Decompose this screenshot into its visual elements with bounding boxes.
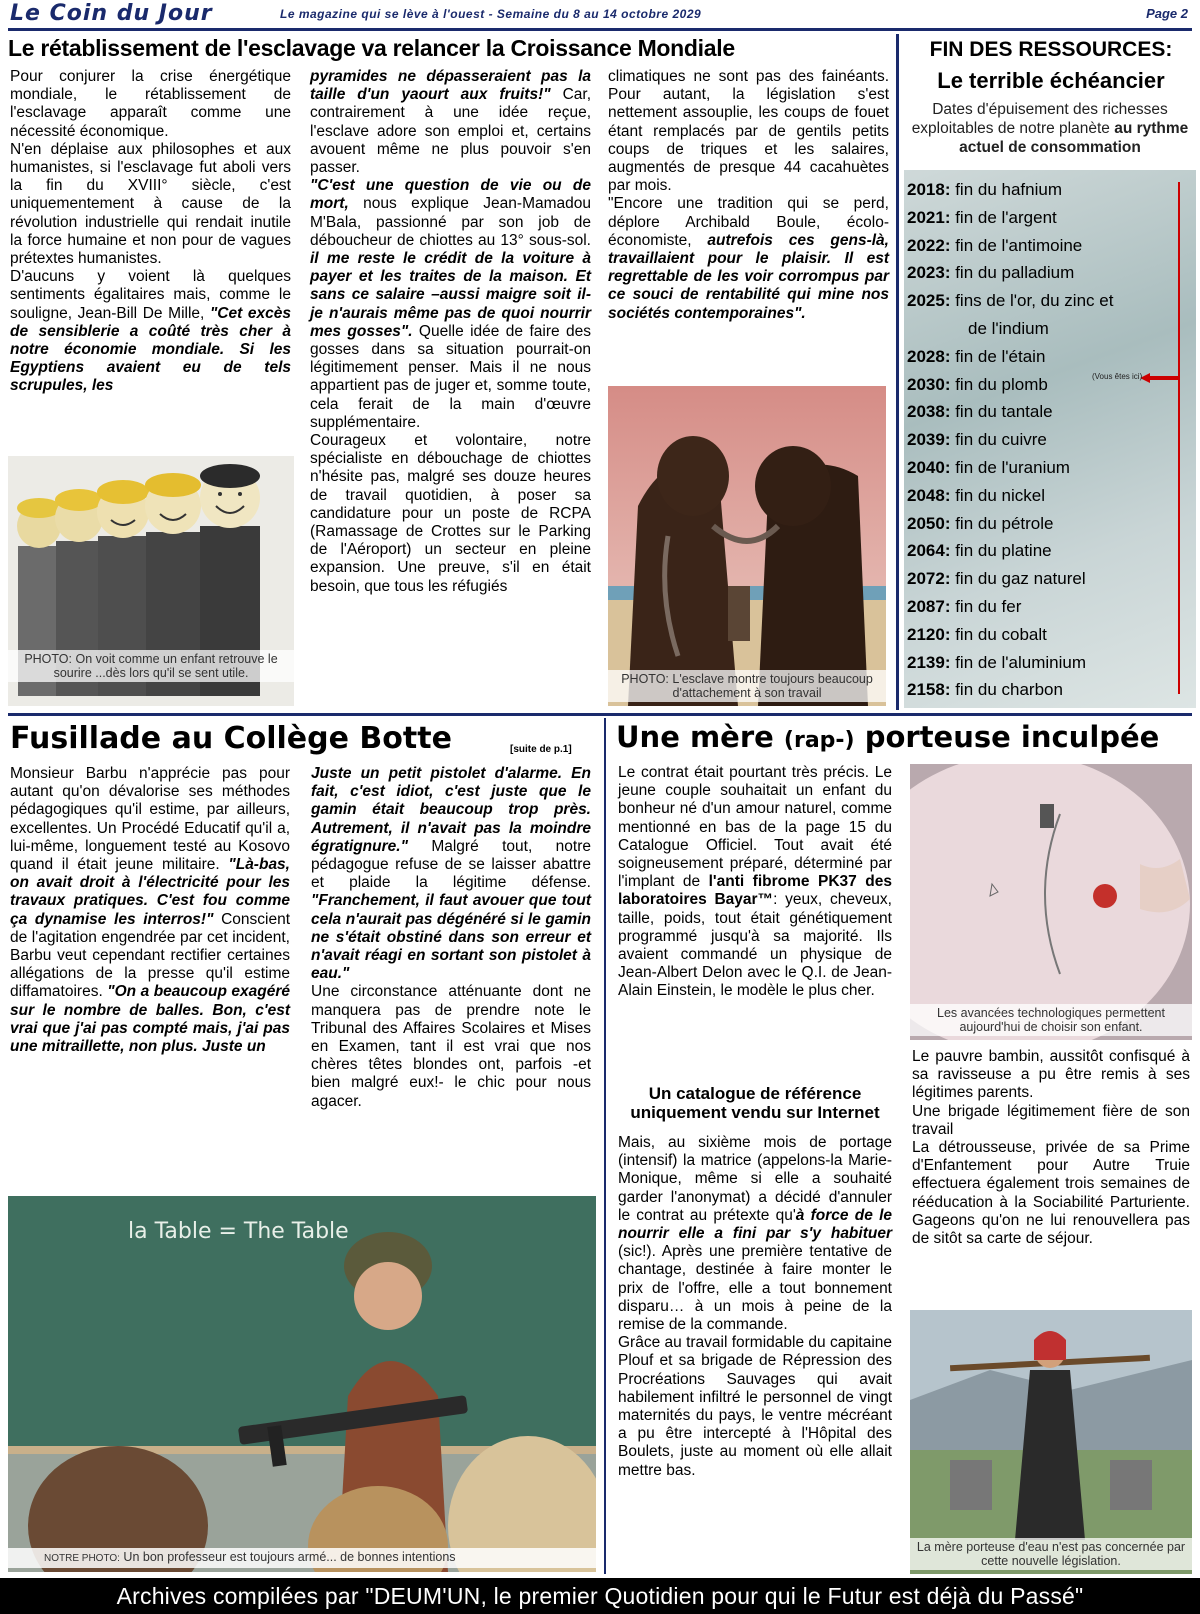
resource-text: fin du pétrole xyxy=(950,513,1054,533)
resource-year: 2064: xyxy=(907,541,951,561)
resource-item xyxy=(907,259,1074,287)
resource-text: fin du nickel xyxy=(950,485,1045,505)
you-are-here-arrow xyxy=(1140,370,1178,380)
photo-water-caption: La mère porteuse d'eau n'est pas concernée par cette nouvelle législation. xyxy=(910,1538,1192,1570)
resource-item xyxy=(907,426,1047,454)
resource-text: fin de l'étain xyxy=(950,346,1046,366)
article3-headline xyxy=(616,722,1159,754)
resource-text: fin du palladium xyxy=(950,263,1075,283)
article3-subhead: Un catalogue de référence uniquement vendu sur Internet xyxy=(630,1084,880,1122)
photo-teacher-caption xyxy=(8,1548,596,1568)
resource-year: 2022: xyxy=(907,235,951,255)
photo-teacher-caption-text: Un bon professeur est toujours armé... de bonnes intentions xyxy=(119,1550,456,1564)
resource-year: 2120: xyxy=(907,624,951,644)
resource-text: de l'indium xyxy=(968,319,1049,338)
masthead-rule xyxy=(8,28,1192,31)
page-number: Page 2 xyxy=(1146,6,1188,21)
article1-col1: Pour conjurer la crise énergétique mondiale, le rétablissement de l'esclavage apparaît comme une nécessité économique. N'en déplaise aux philosophes et aux humanistes, si l'esclavage fut aboli vers la fin du XVIII° siècle, c'est uniquementement à cause de la révolution industrielle qui rendait inutile la force humaine et non pour de vagues prétextes humanistes. D'aucuns y voient là quelques sentiments égalitaires mais, comme le souligne, Jean-Bill De Mille, "Cet excès de sensiblerie a coûté très cher à notre économie mondiale. Si les Egyptiens avaient eu de tels scrupules, les xyxy=(10,68,291,395)
belly-illustration xyxy=(910,764,1192,1040)
resource-item xyxy=(907,232,1082,260)
chained-men-illustration xyxy=(608,386,886,706)
arrow-left-icon xyxy=(1140,373,1178,383)
resource-text: fin du hafnium xyxy=(950,180,1062,199)
resource-text: fin de l'uranium xyxy=(950,458,1070,477)
resource-text: fin du platine xyxy=(950,541,1052,561)
photo2-caption: PHOTO: L'esclave montre toujours beaucoup d'attachement à son travail xyxy=(608,670,886,702)
resource-text: fin du gaz naturel xyxy=(950,569,1086,589)
resource-text: fin du plomb xyxy=(950,374,1048,394)
resource-item xyxy=(907,343,1045,371)
resource-year: 2158: xyxy=(907,680,951,700)
resource-text: fin du charbon xyxy=(950,680,1063,700)
resource-year: 2028: xyxy=(907,346,951,366)
resource-year: 2018: xyxy=(907,180,951,199)
resource-text: fin du fer xyxy=(950,597,1022,616)
sidebar-title-line2: Le terrible échéancier xyxy=(937,68,1165,93)
photo-water-carrier xyxy=(910,1310,1192,1574)
resource-item xyxy=(907,537,1052,565)
resource-item xyxy=(968,315,1049,343)
resource-year: 2087: xyxy=(907,597,951,616)
resource-text: fin du cobalt xyxy=(950,624,1047,644)
masthead-subtitle: Le magazine qui se lève à l'ouest - Semaine du 8 au 14 octobre 2029 xyxy=(280,7,702,21)
resource-item xyxy=(907,176,1062,204)
resource-item xyxy=(907,482,1045,510)
sidebar-title-line1: FIN DES RESSOURCES: xyxy=(929,38,1173,61)
resource-year: 2039: xyxy=(907,430,951,450)
article3-headline-b: (rap-) xyxy=(783,728,855,753)
masthead xyxy=(0,0,1200,30)
resource-item xyxy=(907,649,1086,677)
article3-headline-c: porteuse inculpée xyxy=(854,720,1160,754)
resource-text: fins de l'or, du zinc et xyxy=(950,291,1114,311)
article2-suite: [suite de p.1] xyxy=(510,744,572,755)
resource-item xyxy=(907,204,1057,232)
resource-text: fin de l'argent xyxy=(950,207,1057,227)
resource-text: fin du tantale xyxy=(950,402,1053,422)
article1-col2: pyramides ne dépasseraient pas la taille d'un yaourt aux fruits!" Car, contrairement à une idée reçue, l'esclave adore son emploi et, certains avouent même ne plus pouvoir s'en passer. "C'est une question de vie ou de mort, nous explique Jean-Mamadou M'Bala, passionné par son job de déboucheur de chiottes au 13° sous-sol. il me reste le crédit de la voiture à payer et les traites de la maison. Et sans ce salaire –aussi maigre soit il- je n'aurais même pas de quoi nourrir mes gosses". Quelle idée de faire des gosses dans sa situation pourrait-on légitimement penser. Mais il ne nous appartient pas de juger et, somme toute, cela ferait de la main d'œuvre supplémentaire. Courageux et volontaire, notre spécialiste en débouchage de chiottes n'hésite pas, malgré ses douze heures de travail quotidien, à poser sa candidature pour un poste de RCPA (Ramassage de Crottes sur le Parking de l'Aéroport) un secteur en pleine expansion. Une preuve, s'il en était besoin, que tous les réfugiés xyxy=(310,68,591,595)
resource-text: fin de l'aluminium xyxy=(950,652,1087,672)
sidebar-divider xyxy=(896,34,899,710)
resource-year: 2040: xyxy=(907,458,951,477)
resource-year: 2023: xyxy=(907,263,951,283)
resource-text: fin de l'antimoine xyxy=(950,235,1083,255)
article3-headline-a: Une mère xyxy=(616,720,784,754)
resource-year: 2038: xyxy=(907,402,951,422)
sidebar-intro xyxy=(906,100,1194,157)
footer-banner: Archives compilées par "DEUM'UN, le premier Quotidien pour qui le Futur est déjà du Passé" xyxy=(0,1578,1200,1614)
resource-year: 2021: xyxy=(907,207,951,227)
resource-year: 2050: xyxy=(907,513,951,533)
masthead-title: Le Coin du Jour xyxy=(10,1,213,26)
article3-col2: Le pauvre bambin, aussitôt confisqué à sa ravisseuse a pu être remis à ses légitimes parents. Une brigade légitimement fière de son travail La détrousseuse, privée de sa Prime d'Enfantement pour Autre Truie effectuera également trois semaines de rééducation à la Sociabilité Parturiente. Gageons qu'on ne lui renouvellera pas de sitôt sa carte de séjour. xyxy=(912,1048,1190,1248)
resource-item xyxy=(907,676,1063,704)
classroom-illustration xyxy=(8,1196,596,1572)
photo-smiling-workers xyxy=(8,456,294,706)
chalkboard-text: la Table = The Table xyxy=(128,1219,349,1244)
resource-year: 2030: xyxy=(907,374,951,394)
photo-pregnant-belly xyxy=(910,764,1192,1040)
article3-col1a: Le contrat était pourtant très précis. Le jeune couple souhaitait un enfant du bonheur né d'un amour naturel, comme mentionné en bas de la page 15 du Catalogue Officiel. Tout avait été soigneusement préparé, déterminé par l'implant de l'anti fibrome PK37 des laboratoires Bayar™: yeux, cheveux, taille, poids, tout était génétiquement programmé jusqu'à sa majorité. Ils avaient commandé un physique de Jean-Albert Delon avec le Q.I. de Jean-Alain Einstein, le modèle le plus cher. xyxy=(618,764,892,1000)
photo-belly-caption: Les avancées technologiques permettent aujourd'hui de choisir son enfant. xyxy=(910,1004,1192,1036)
resource-item xyxy=(907,287,1113,315)
photo-teacher-caption-label: NOTRE PHOTO: xyxy=(44,1553,120,1564)
you-are-here-label: (Vous êtes ici) xyxy=(1092,372,1143,381)
photo-armed-teacher xyxy=(8,1196,596,1572)
resource-item xyxy=(907,565,1086,593)
photo-chained-men xyxy=(608,386,886,706)
resource-year: 2139: xyxy=(907,652,951,672)
resource-item xyxy=(907,371,1048,399)
timeline-line xyxy=(1178,182,1180,694)
article3-col1b: Mais, au sixième mois de portage (intensif) la matrice (appelons-la Marie-Monique, même si elle a souhaité garder l'anonymat) a décidé d'annuler le contrat au prétexte qu'à force de le nourrir elle a fini par s'y habituer (sic!). Après une première tentative de chantage, destinée à faire monter le prix de l'offre, elle a tout bonnement disparu… à un mois à peine de la remise de la commande. Grâce au travail formidable du capitaine Plouf et sa brigade de Répression des Procréations Sauvages qui avait habilement infiltré le personnel de vingt maternités du pays, le ventre mécréant a pu être intercepté à l'Hôpital des Boulets, juste au moment où elle allait mettre bas. xyxy=(618,1134,892,1479)
article2-col1: Monsieur Barbu n'apprécie pas pour autant qu'on dévalorise ses méthodes pédagogiques qu'il estime, par ailleurs, excellentes. Un Procédé Educatif qu'il a, lui-même, longuement testé au Kosovo quand il était jeune militaire. "Là-bas, on avait droit à l'électricité pour les travaux pratiques. C'est fou comme ça dynamise les interros!" Conscient de l'agitation engendrée par cet incident, Barbu veut cependant rectifier certaines allégations de la presse qu'il estime diffamatoires. "On a beaucoup exagéré sur le nombre de balles. Bon, c'est vrai que j'ai pas compté mais, j'ai pas une mitraillette, non plus. Juste un xyxy=(10,765,291,1056)
resource-year: 2025: xyxy=(907,291,951,311)
resource-item xyxy=(907,621,1047,649)
resource-item xyxy=(907,454,1070,482)
sidebar-intro-emphasis: au rythme actuel de consommation xyxy=(959,120,1189,156)
article2-col2: Juste un petit pistolet d'alarme. En fait, c'est idiot, c'est juste que le gamin était beaucoup trop près. Autrement, il n'avait pas la moindre égratignure." Malgré tout, notre pédagogue refuse de se laisser abattre et plaide la légitime défense. "Franchement, il faut avouer que tout cela n'aurait pas dégénéré si le gamin ne s'était obstiné dans son erreur et n'avait réagi en sortant son pistolet à eau." Une circonstance atténuante dont ne manquera pas de prendre note le Tribunal des Affaires Scolaires et Mises en Examen, tant il est vrai que nos chères têtes blondes ont, parfois -et bien malgré eux!- le chic pour nous agacer. xyxy=(311,765,591,1110)
article1-headline: Le rétablissement de l'esclavage va relancer la Croissance Mondiale xyxy=(8,35,735,61)
water-carrier-illustration xyxy=(910,1310,1192,1574)
resource-item xyxy=(907,593,1021,621)
article1-col3: climatiques ne sont pas des fainéants. Pour autant, la législation s'est nettement assouplie, les coups de fouet étant remplacés par de gentils petits coups de triques et les salaires, augmentés de presque 44 cacahuètes par mois. "Encore une tradition qui se perd, déplore Archibald Boule, écolo-économiste, autrefois ces gens-là, travaillaient pour le plaisir. Il est regrettable de les voir corrompus par ce souci de rentabilité qui mine nos sociétés contemporaines". xyxy=(608,68,889,322)
resource-item xyxy=(907,398,1053,426)
photo1-caption: PHOTO: On voit comme un enfant retrouve le sourire ...dès lors qu'il se sent utile. xyxy=(8,650,294,682)
section-divider xyxy=(8,713,1192,716)
resource-text: fin du cuivre xyxy=(950,430,1047,450)
resource-year: 2048: xyxy=(907,485,951,505)
article2-divider xyxy=(604,718,606,1574)
sidebar-intro-text: Dates d'épuisement des richesses exploitables de notre planète xyxy=(911,101,1168,137)
resource-year: 2072: xyxy=(907,569,951,589)
resource-item xyxy=(907,510,1054,538)
article2-headline: Fusillade au Collège Botte xyxy=(10,721,452,756)
